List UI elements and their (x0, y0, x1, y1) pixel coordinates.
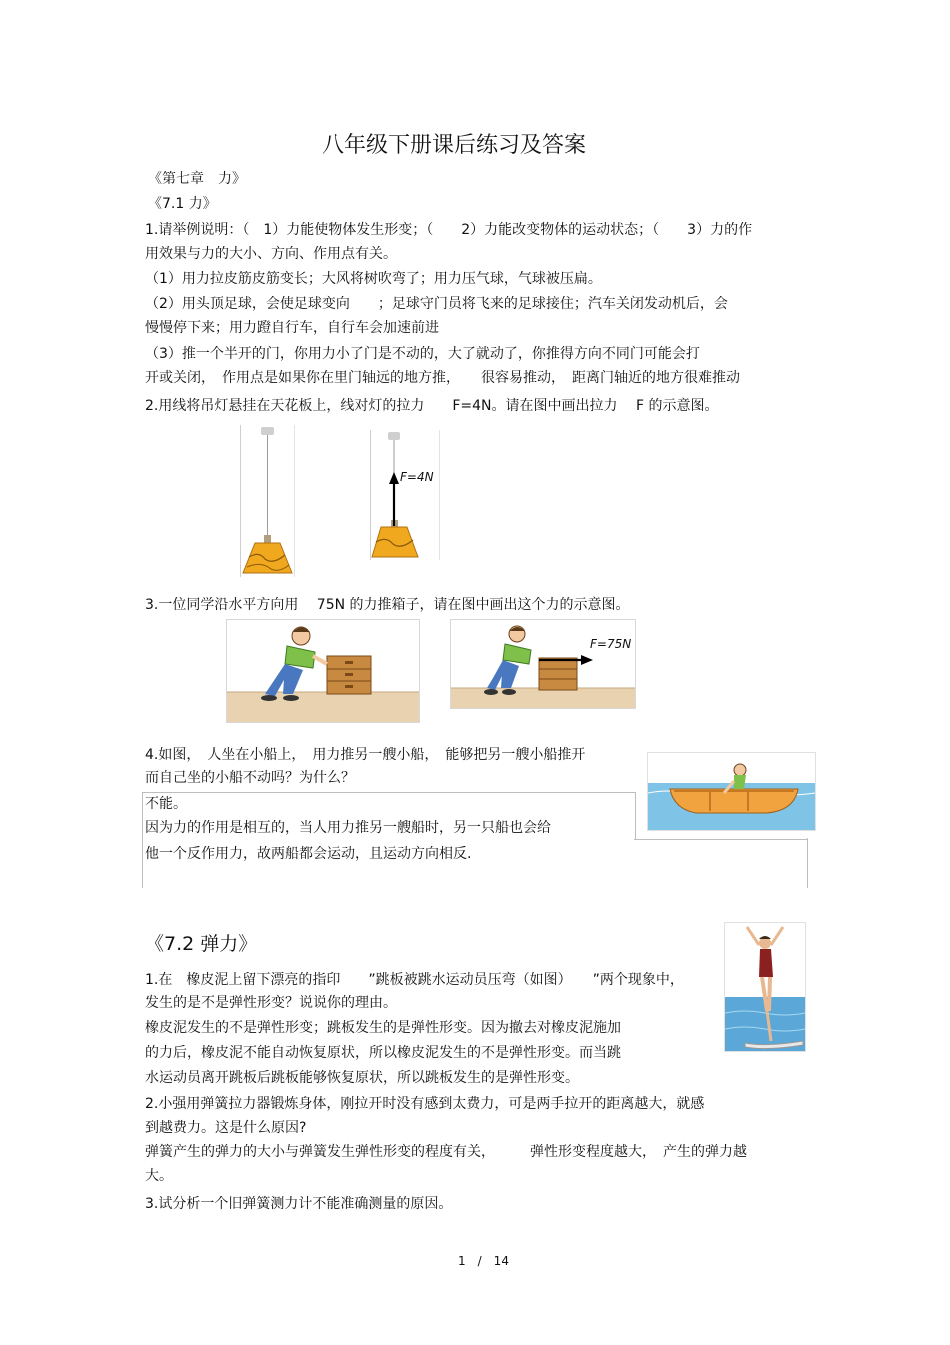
s72-q1-line2: 发生的是不是弹性形变？说说你的理由。 (145, 995, 397, 1011)
boat-figure (647, 752, 816, 831)
page-number: 1 / 14 (458, 1254, 509, 1268)
q4-answer1: 不能。 (145, 796, 187, 812)
s72-q1-answer1: 橡皮泥发生的不是弹性形变；跳板发生的是弹性形变。因为撤去对橡皮泥施加 (145, 1020, 621, 1036)
s72-q2-line2: 到越费力。这是什么原因? (145, 1120, 307, 1136)
q4-line1: 4.如图， 人坐在小船上， 用力推另一艘小船， 能够把另一艘小船推开 (145, 747, 586, 763)
q4-answer-box-divider (634, 839, 807, 840)
q4-answer3: 他一个反作用力，故两船都会运动，且运动方向相反. (145, 846, 472, 862)
q1-answer2-line2: 慢慢停下来；用力蹬自行车，自行车会加速前进 (145, 320, 439, 336)
push-box-figure-original (226, 619, 420, 723)
page-title: 八年级下册课后练习及答案 (322, 133, 587, 158)
section-heading-7-2: 《7.2 弹力》 (145, 933, 258, 955)
lamp-figure-original (240, 425, 295, 577)
box-force-label: F=75N (590, 637, 632, 651)
section-heading-7-1: 《7.1 力》 (148, 196, 217, 212)
chapter-heading: 《第七章 力》 (148, 171, 246, 187)
q2-text: 2.用线将吊灯悬挂在天花板上，线对灯的拉力 F=4N。请在图中画出拉力 F 的示意图。 (145, 398, 719, 414)
push-box-figure-answer (450, 619, 636, 709)
s72-q2-answer2: 大。 (145, 1168, 173, 1184)
q1-answer3-line1: （3）推一个半开的门，你用力小了门是不动的，大了就动了，你推得方向不同门可能会打 (145, 346, 700, 362)
q1-answer1: （1）用力拉皮筋皮筋变长；大风将树吹弯了；用力压气球，气球被压扁。 (145, 271, 602, 287)
q1-answer2-line1: （2）用头顶足球，会使足球变向 ；足球守门员将飞来的足球接住；汽车关闭发动机后，会 (145, 296, 728, 312)
q1-line2: 用效果与力的大小、方向、作用点有关。 (145, 246, 397, 262)
s72-q1-line1: 1.在 橡皮泥上留下漂亮的指印 ”跳板被跳水运动员压弯（如图） ”两个现象中， (145, 972, 684, 988)
q1-answer3-line2: 开或关闭， 作用点是如果你在里门轴远的地方推， 很容易推动， 距离门轴近的地方很难推动 (145, 370, 740, 386)
s72-q2-answer1: 弹簧产生的弹力的大小与弹簧发生弹性形变的程度有关， 弹性形变程度越大， 产生的弹力越 (145, 1144, 747, 1160)
diver-on-springboard-illustration (725, 923, 805, 1051)
q3-text: 3.一位同学沿水平方向用 75N 的力推箱子，请在图中画出这个力的示意图。 (145, 597, 630, 613)
hanging-lamp-with-force-illustration (371, 430, 439, 560)
lamp-figure-answer (370, 430, 440, 560)
s72-q3-text: 3.试分析一个旧弹簧测力计不能准确测量的原因。 (145, 1196, 453, 1212)
diver-figure (724, 922, 806, 1052)
s72-q2-line1: 2.小强用弹簧拉力器锻炼身体，刚拉开时没有感到太费力，可是两手拉开的距离越大，就感 (145, 1096, 705, 1112)
q4-line2: 而自己坐的小船不动吗？为什么？ (145, 770, 355, 786)
s72-q1-answer3: 水运动员离开跳板后跳板能够恢复原状，所以跳板发生的是弹性形变。 (145, 1070, 579, 1086)
boy-pushing-box-with-force-illustration (451, 620, 635, 708)
q4-answer2: 因为力的作用是相互的，当人用力推另一艘船时，另一只船也会给 (145, 820, 551, 836)
hanging-lamp-illustration (241, 425, 294, 577)
boy-in-boat-illustration (648, 753, 815, 830)
q1-line1: 1.请举例说明：（ 1）力能使物体发生形变；（ 2）力能改变物体的运动状态；（ 3）力的作 (145, 222, 753, 238)
s72-q1-answer2: 的力后，橡皮泥不能自动恢复原状，所以橡皮泥发生的不是弹性形变。而当跳 (145, 1045, 621, 1061)
boy-pushing-box-illustration (227, 620, 419, 722)
lamp-force-label: F=4N (400, 470, 434, 484)
